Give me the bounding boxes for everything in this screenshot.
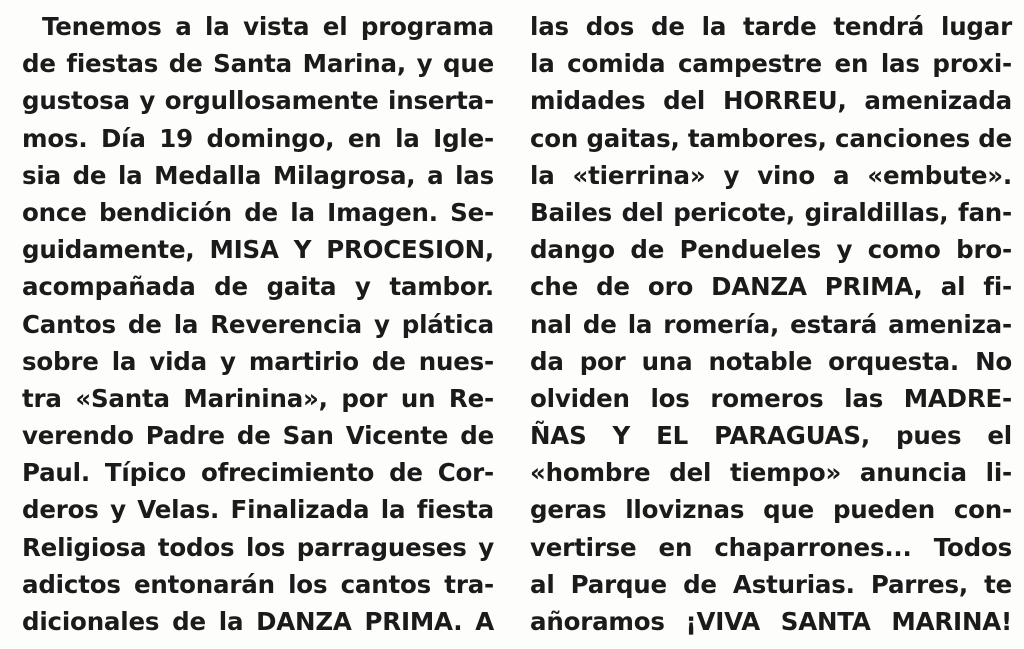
text-line: al Parque de Asturias. Parres, te <box>530 569 1012 599</box>
text-line: verendo Padre de San Vicente de <box>22 421 494 451</box>
text-line: Cantos de la Reverencia y plática <box>22 309 494 339</box>
text-line: adictos entonarán los cantos tra- <box>22 569 494 599</box>
text-line: con gaitas, tambores, canciones de <box>530 123 1013 153</box>
text-line: de fiestas de Santa Marina, y que <box>22 49 494 79</box>
text-line: Bailes del pericote, giraldillas, fan- <box>530 197 1012 227</box>
text-line: la «tierrina» y vino a «embute». <box>530 160 1012 190</box>
text-line: vertirse en chaparrones... Todos <box>530 532 1012 562</box>
text-line: mos. Día 19 domingo, en la Igle- <box>22 123 494 153</box>
text-line: gustosa y orgullosamente inserta- <box>22 86 494 116</box>
text-line: dango de Pendueles y como bro- <box>530 235 1012 265</box>
text-line: nal de la romería, estará ameniza- <box>530 309 1012 339</box>
text-line: ÑAS Y EL PARAGUAS, pues el <box>530 421 1012 451</box>
text-line: las dos de la tarde tendrá lugar <box>530 12 1012 41</box>
text-line: da por una notable orquesta. No <box>530 346 1012 376</box>
text-line: midades del HORREU, amenizada <box>530 86 1012 116</box>
text-line: sobre la vida y martirio de nues- <box>22 346 494 376</box>
text-line: tra «Santa Marinina», por un Re- <box>22 383 494 413</box>
text-line: Paul. Típico ofrecimiento de Cor- <box>22 458 494 488</box>
text-line: olviden los romeros las MADRE- <box>530 383 1012 413</box>
text-line: acompañada de gaita y tambor. <box>22 272 494 302</box>
text-line: Religiosa todos los parragueses y <box>22 532 494 562</box>
text-line: once bendición de la Imagen. Se- <box>22 197 494 227</box>
text-line: «hombre del tiempo» anuncia li- <box>530 458 1012 488</box>
right-column <box>530 8 1012 640</box>
text-line: guidamente, MISA Y PROCESION, <box>22 235 494 265</box>
text-line: dicionales de la DANZA PRIMA. A <box>22 607 494 636</box>
text-line: la comida campestre en las proxi- <box>530 49 1012 79</box>
text-line: deros y Velas. Finalizada la fiesta <box>22 495 494 525</box>
text-line: geras lloviznas que pueden con- <box>530 495 1012 525</box>
text-line: Tenemos a la vista el programa <box>42 12 494 41</box>
text-line: sia de la Medalla Milagrosa, a las <box>22 160 494 190</box>
left-column <box>22 8 494 640</box>
text-line: che de oro DANZA PRIMA, al fi- <box>530 272 1012 302</box>
text-line: añoramos ¡VIVA SANTA MARINA! <box>530 607 1012 636</box>
